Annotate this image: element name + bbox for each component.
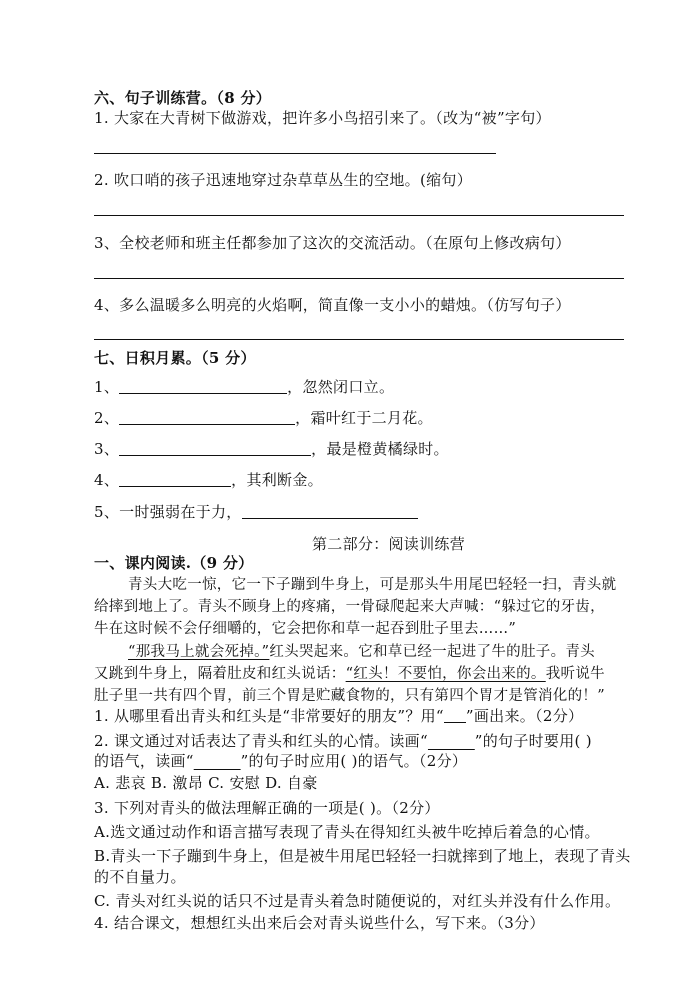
fill-item-number: 1、 (94, 378, 120, 396)
underline-mark-blank[interactable] (444, 706, 466, 723)
fill-item-number: 3、 (94, 440, 120, 458)
question-text: 的语气，读画“ (94, 752, 194, 770)
answer-line-q1[interactable] (94, 153, 496, 154)
underline-style-sample: ______ (193, 752, 241, 770)
passage-text: 红头哭起来。它和草已经一起进了牛的肚子。青头 (269, 644, 595, 660)
section6-q2: 2. 吹口哨的孩子迅速地穿过杂草草丛生的空地。(缩句） (94, 171, 473, 189)
reading-q1 (94, 706, 583, 726)
reading-title: 一、课内阅读.（9 分） (94, 554, 254, 572)
passage-text: 又跳到牛身上，隔着肚皮和红头说话： (94, 666, 346, 682)
reading-q3-option-b: B.青头一下子蹦到牛身上，但是被牛用尾巴轻轻一扫就摔到了地上，表现了青头 (94, 847, 631, 865)
underlined-quote: “那我马上就会死掉。” (128, 644, 270, 660)
passage-line (94, 664, 605, 684)
section7-title: 七、日积月累。（5 分） (94, 349, 256, 367)
section6-title: 六、句子训练营。（8 分） (94, 89, 272, 107)
fill-blank-4[interactable] (119, 470, 231, 487)
fill-blank-5[interactable] (242, 502, 418, 519)
reading-q3-option-c: C. 青头对红头说的话只不过是青头着急时随便说的，对红头并没有什么作用。 (94, 892, 621, 910)
reading-q3-option-b-cont: 的不自量力。 (94, 868, 186, 886)
underlined-quote: “红头！不要怕，你会出来的。 (345, 666, 546, 682)
fill-item-text: 一时强弱在于力， (119, 503, 242, 521)
fill-item-text: ，其利断金。 (231, 471, 323, 489)
fill-item-5 (94, 502, 418, 522)
fill-item-number: 4、 (94, 471, 120, 489)
question-text: 1. 从哪里看出青头和红头是“非常要好的朋友”？用“ (94, 707, 444, 725)
fill-item-text: ，最是橙黄橘绿时。 (311, 440, 449, 458)
question-text: ”的句子时应用( )的语气。（2分） (240, 752, 468, 770)
answer-line-q3[interactable] (94, 278, 624, 279)
passage-line: 肚子里一共有四个胃，前三个胃是贮藏食物的，只有第四个胃才是管消化的！” (94, 688, 605, 704)
passage-line (128, 642, 595, 662)
fill-item-text: ，霜叶红于二月花。 (295, 409, 433, 427)
passage-line: 青头大吃一惊，它一下子蹦到牛身上，可是那头牛用尾巴轻轻一扫，青头就 (128, 577, 617, 593)
answer-line-q4[interactable] (94, 339, 624, 340)
reading-q4: 4. 结合课文，想想红头出来后会对青头说些什么，写下来。（3分） (94, 914, 545, 932)
section6-q1: 1. 大家在大青树下做游戏，把许多小鸟招引来了。（改为“被”字句） (94, 109, 551, 127)
passage-text: 我听说牛 (545, 666, 605, 682)
fill-item-text: ，忽然闭口立。 (287, 378, 395, 396)
passage-line: 牛在这时候不会仔细嚼的，它会把你和草一起吞到肚子里去……” (94, 621, 517, 637)
question-text: ”画出来。（2分） (465, 707, 584, 725)
reading-q3: 3. 下列对青头的做法理解正确的一项是( )。（2分） (94, 799, 440, 817)
reading-q2-line1 (94, 731, 592, 751)
fill-blank-1[interactable] (119, 377, 287, 394)
reading-q2-options: A. 悲哀 B. 激昂 C. 安慰 D. 自豪 (94, 774, 318, 792)
reading-q3-option-a: A.选文通过动作和语言描写表现了青头在得知红头被牛吃掉后着急的心情。 (94, 823, 600, 841)
fill-item-number: 5、 (94, 503, 120, 521)
question-text: ”的句子时要用( ) (474, 732, 592, 750)
fill-item-3 (94, 439, 449, 459)
question-text: 2. 课文通过对话表达了青头和红头的心情。读画“ (94, 732, 428, 750)
section6-q3: 3、全校老师和班主任都参加了这次的交流活动。（在原句上修改病句） (94, 234, 571, 252)
section6-q4: 4、多么温暖多么明亮的火焰啊，简直像一支小小的蜡烛。（仿写句子） (94, 296, 571, 314)
part2-title: 第二部分：阅读训练营 (312, 535, 466, 553)
fill-item-1 (94, 377, 394, 397)
fill-item-number: 2、 (94, 409, 120, 427)
reading-q2-line2 (94, 751, 467, 771)
fill-item-2 (94, 408, 433, 428)
fill-blank-2[interactable] (119, 408, 295, 425)
passage-line: 给摔到地上了。青头不顾身上的疼痛，一骨碌爬起来大声喊：“躲过它的牙齿， (94, 599, 605, 615)
underline-style-sample: ______ (427, 732, 475, 750)
fill-item-4 (94, 470, 323, 490)
answer-line-q2[interactable] (94, 215, 624, 216)
fill-blank-3[interactable] (119, 439, 311, 456)
